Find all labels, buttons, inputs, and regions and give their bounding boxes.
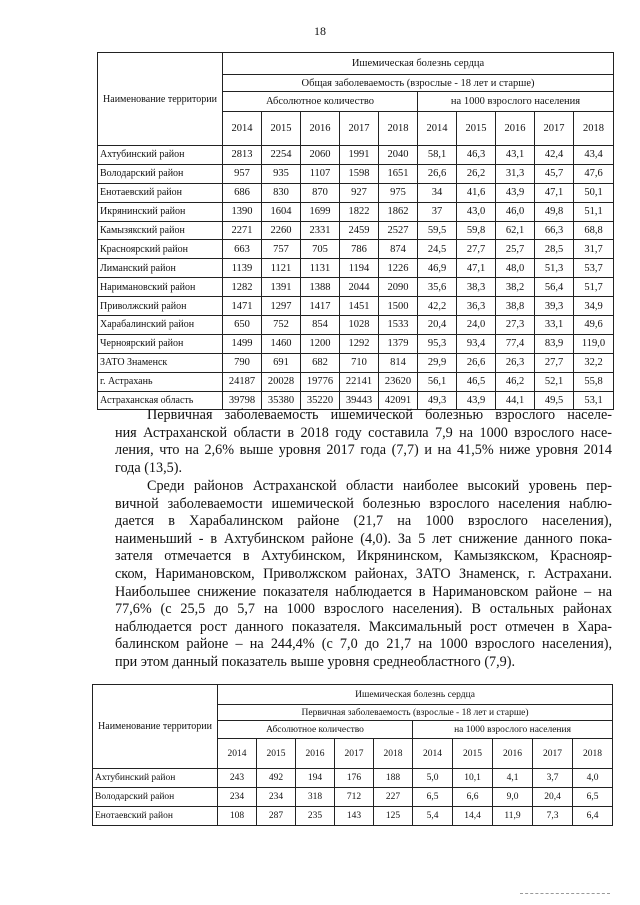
cell-rate: 3,7: [533, 769, 573, 788]
year-header-rate-2014: 2014: [413, 739, 453, 769]
text-line: ском, Наримановском, Приволжском районах, ЗАТО Знаменск, г. Астрахани.: [115, 565, 612, 582]
cell-rate: 53,7: [574, 259, 614, 278]
cell-rate: 56,1: [418, 372, 457, 391]
territory-name: Красноярский район: [98, 240, 223, 259]
cell-abs: 1460: [262, 334, 301, 353]
cell-abs: 2040: [379, 146, 418, 165]
cell-abs: 1598: [340, 164, 379, 183]
column-header-territory: Наименование территории: [98, 53, 223, 146]
cell-abs: 492: [257, 769, 296, 788]
cell-rate: 37: [418, 202, 457, 221]
cell-abs: 935: [262, 164, 301, 183]
year-header-rate-2014: 2014: [418, 112, 457, 146]
table-total-morbidity: [97, 52, 614, 410]
territory-name: Приволжский район: [98, 297, 223, 316]
territory-name: Наримановский район: [98, 278, 223, 297]
cell-abs: 1533: [379, 316, 418, 335]
cell-rate: 50,1: [574, 183, 614, 202]
table-row: [93, 807, 613, 826]
cell-abs: 957: [223, 164, 262, 183]
cell-rate: 44,1: [496, 391, 535, 410]
text-line: года (13,5).: [115, 459, 183, 476]
cell-rate: 6,5: [413, 788, 453, 807]
cell-abs: 705: [301, 240, 340, 259]
cell-rate: 10,1: [453, 769, 493, 788]
cell-rate: 42,4: [535, 146, 574, 165]
cell-abs: 1379: [379, 334, 418, 353]
text-line: вичной заболеваемости ишемической болезнью взрослого населения наблю-: [115, 495, 612, 512]
cell-rate: 68,8: [574, 221, 614, 240]
cell-abs: 1139: [223, 259, 262, 278]
cell-abs: 752: [262, 316, 301, 335]
table-row: [98, 334, 614, 353]
cell-rate: 45,7: [535, 164, 574, 183]
cell-rate: 49,8: [535, 202, 574, 221]
cell-abs: 318: [296, 788, 335, 807]
territory-name: Икрянинский район: [98, 202, 223, 221]
header-metric: Общая заболеваемость (взрослые - 18 лет и старше): [223, 75, 614, 92]
cell-abs: 108: [218, 807, 257, 826]
cell-abs: 1500: [379, 297, 418, 316]
cell-rate: 51,3: [535, 259, 574, 278]
cell-abs: 23620: [379, 372, 418, 391]
cell-rate: 58,1: [418, 146, 457, 165]
cell-abs: 19776: [301, 372, 340, 391]
cell-abs: 194: [296, 769, 335, 788]
table-row: [98, 372, 614, 391]
cell-abs: 786: [340, 240, 379, 259]
cell-rate: 5,0: [413, 769, 453, 788]
cell-rate: 9,0: [493, 788, 533, 807]
cell-rate: 49,5: [535, 391, 574, 410]
cell-abs: 1388: [301, 278, 340, 297]
year-header-abs-2016: 2016: [296, 739, 335, 769]
territory-name: Володарский район: [98, 164, 223, 183]
footer-rule: [520, 893, 610, 895]
table-row: [98, 202, 614, 221]
cell-abs: 710: [340, 353, 379, 372]
cell-rate: 27,3: [496, 316, 535, 335]
cell-rate: 39,3: [535, 297, 574, 316]
cell-abs: 39443: [340, 391, 379, 410]
cell-abs: 287: [257, 807, 296, 826]
cell-abs: 1200: [301, 334, 340, 353]
cell-rate: 31,7: [574, 240, 614, 259]
cell-abs: 1297: [262, 297, 301, 316]
cell-rate: 25,7: [496, 240, 535, 259]
page-number: 18: [314, 24, 326, 38]
cell-rate: 49,6: [574, 316, 614, 335]
cell-rate: 34: [418, 183, 457, 202]
cell-abs: 1417: [301, 297, 340, 316]
cell-rate: 26,6: [457, 353, 496, 372]
cell-abs: 20028: [262, 372, 301, 391]
cell-rate: 38,8: [496, 297, 535, 316]
cell-rate: 43,0: [457, 202, 496, 221]
cell-abs: 243: [218, 769, 257, 788]
cell-rate: 46,3: [457, 146, 496, 165]
territory-name: Черноярский район: [98, 334, 223, 353]
territory-name: Лиманский район: [98, 259, 223, 278]
cell-abs: 1991: [340, 146, 379, 165]
cell-abs: 1107: [301, 164, 340, 183]
text-line: Среди районов Астраханской области наиболее высокий уровень пер-: [147, 478, 612, 494]
text-line: наименьший - в Ахтубинском районе (4,0). За 5 лет снижение данного пока-: [115, 530, 612, 547]
cell-rate: 53,1: [574, 391, 614, 410]
table-row: [98, 221, 614, 240]
cell-rate: 26,6: [418, 164, 457, 183]
territory-name: Ахтубинский район: [93, 769, 218, 788]
text-line: зателя отмечается в Ахтубинском, Икрянинском, Камызякском, Краснояр-: [115, 548, 612, 565]
year-header-rate-2015: 2015: [457, 112, 496, 146]
cell-abs: 35220: [301, 391, 340, 410]
cell-rate: 62,1: [496, 221, 535, 240]
text-line: ния Астраханской области в 2018 году составила 7,9 на 1000 взрослого насе-: [115, 424, 612, 441]
cell-rate: 77,4: [496, 334, 535, 353]
cell-rate: 6,6: [453, 788, 493, 807]
cell-rate: 55,8: [574, 372, 614, 391]
year-header-rate-2017: 2017: [535, 112, 574, 146]
header-metric: Первичная заболеваемость (взрослые - 18 лет и старше): [218, 705, 613, 721]
cell-abs: 712: [335, 788, 374, 807]
cell-abs: 2044: [340, 278, 379, 297]
cell-abs: 1862: [379, 202, 418, 221]
cell-rate: 29,9: [418, 353, 457, 372]
cell-abs: 235: [296, 807, 335, 826]
header-disease: Ишемическая болезнь сердца: [218, 685, 613, 705]
year-header-rate-2017: 2017: [533, 739, 573, 769]
cell-rate: 6,4: [573, 807, 613, 826]
cell-abs: 650: [223, 316, 262, 335]
cell-abs: 790: [223, 353, 262, 372]
cell-rate: 46,5: [457, 372, 496, 391]
year-header-abs-2017: 2017: [340, 112, 379, 146]
cell-abs: 1390: [223, 202, 262, 221]
year-header-abs-2018: 2018: [374, 739, 413, 769]
cell-rate: 27,7: [535, 353, 574, 372]
cell-abs: 1391: [262, 278, 301, 297]
cell-abs: 854: [301, 316, 340, 335]
territory-name: Володарский район: [93, 788, 218, 807]
header-absolute: Абсолютное количество: [223, 92, 418, 112]
territory-name: ЗАТО Знаменск: [98, 353, 223, 372]
cell-abs: 1121: [262, 259, 301, 278]
table-row: [98, 353, 614, 372]
text-line: ления, что на 2,6% выше уровня 2017 года (7,7) и на 41,5% ниже уровня 2014: [115, 442, 612, 459]
cell-abs: 2527: [379, 221, 418, 240]
cell-rate: 27,7: [457, 240, 496, 259]
year-header-rate-2018: 2018: [574, 112, 614, 146]
text-line: при этом данный показатель выше уровня среднеобластного (7,9).: [115, 653, 516, 670]
cell-abs: 2060: [301, 146, 340, 165]
cell-rate: 83,9: [535, 334, 574, 353]
cell-rate: 43,9: [496, 183, 535, 202]
table-row: [98, 146, 614, 165]
cell-rate: 49,3: [418, 391, 457, 410]
cell-rate: 38,2: [496, 278, 535, 297]
year-header-rate-2016: 2016: [496, 112, 535, 146]
table-row: [98, 316, 614, 335]
cell-abs: 1194: [340, 259, 379, 278]
cell-abs: 1651: [379, 164, 418, 183]
year-header-abs-2016: 2016: [301, 112, 340, 146]
cell-abs: 682: [301, 353, 340, 372]
cell-rate: 47,1: [457, 259, 496, 278]
header-rate: на 1000 взрослого населения: [413, 721, 613, 739]
cell-abs: 234: [218, 788, 257, 807]
cell-abs: 814: [379, 353, 418, 372]
cell-abs: 1471: [223, 297, 262, 316]
table-row: [93, 769, 613, 788]
cell-abs: 663: [223, 240, 262, 259]
cell-rate: 47,6: [574, 164, 614, 183]
cell-rate: 59,5: [418, 221, 457, 240]
cell-rate: 7,3: [533, 807, 573, 826]
cell-rate: 46,2: [496, 372, 535, 391]
year-header-abs-2015: 2015: [257, 739, 296, 769]
cell-rate: 38,3: [457, 278, 496, 297]
year-header-abs-2015: 2015: [262, 112, 301, 146]
cell-abs: 870: [301, 183, 340, 202]
text-line: Первичная заболеваемость ишемической болезнью взрослого населе-: [147, 407, 612, 423]
cell-abs: 125: [374, 807, 413, 826]
cell-abs: 176: [335, 769, 374, 788]
territory-name: Енотаевский район: [93, 807, 218, 826]
cell-rate: 32,2: [574, 353, 614, 372]
cell-abs: 1604: [262, 202, 301, 221]
year-header-rate-2015: 2015: [453, 739, 493, 769]
cell-abs: 757: [262, 240, 301, 259]
cell-rate: 47,1: [535, 183, 574, 202]
cell-rate: 48,0: [496, 259, 535, 278]
table-row: [93, 788, 613, 807]
cell-abs: 1822: [340, 202, 379, 221]
cell-abs: 1292: [340, 334, 379, 353]
cell-abs: 1131: [301, 259, 340, 278]
year-header-abs-2017: 2017: [335, 739, 374, 769]
text-line: 77,6% (с 25,5 до 5,7 на 1000 взрослого населения). В остальных районах: [115, 601, 612, 618]
year-header-abs-2014: 2014: [218, 739, 257, 769]
cell-rate: 14,4: [453, 807, 493, 826]
cell-rate: 24,5: [418, 240, 457, 259]
cell-abs: 42091: [379, 391, 418, 410]
cell-abs: 2090: [379, 278, 418, 297]
cell-rate: 24,0: [457, 316, 496, 335]
cell-rate: 95,3: [418, 334, 457, 353]
header-rate: на 1000 взрослого населения: [418, 92, 614, 112]
table-row: [98, 164, 614, 183]
cell-rate: 59,8: [457, 221, 496, 240]
year-header-abs-2014: 2014: [223, 112, 262, 146]
cell-rate: 4,0: [573, 769, 613, 788]
territory-name: г. Астрахань: [98, 372, 223, 391]
cell-rate: 51,1: [574, 202, 614, 221]
header-absolute: Абсолютное количество: [218, 721, 413, 739]
territory-name: Енотаевский район: [98, 183, 223, 202]
cell-rate: 20,4: [418, 316, 457, 335]
text-line: балинском районе – на 244,4% (с 7,0 до 21,7 на 1000 взрослого населения),: [115, 636, 612, 653]
table-row: [98, 278, 614, 297]
text-line: Наибольшее снижение показателя наблюдается в Наримановском районе – на: [115, 583, 612, 600]
cell-rate: 46,0: [496, 202, 535, 221]
paragraph-primary-morbidity: [115, 407, 612, 477]
cell-abs: 2459: [340, 221, 379, 240]
cell-rate: 43,4: [574, 146, 614, 165]
cell-abs: 35380: [262, 391, 301, 410]
cell-abs: 24187: [223, 372, 262, 391]
cell-rate: 36,3: [457, 297, 496, 316]
text-line: наблюдается рост данного показателя. Максимальный рост отмечен в Хара-: [115, 618, 612, 635]
cell-rate: 26,3: [496, 353, 535, 372]
year-header-abs-2018: 2018: [379, 112, 418, 146]
cell-rate: 6,5: [573, 788, 613, 807]
cell-rate: 31,3: [496, 164, 535, 183]
cell-rate: 4,1: [493, 769, 533, 788]
cell-rate: 93,4: [457, 334, 496, 353]
territory-name: Харабалинский район: [98, 316, 223, 335]
header-disease: Ишемическая болезнь сердца: [223, 53, 614, 75]
cell-rate: 52,1: [535, 372, 574, 391]
cell-abs: 143: [335, 807, 374, 826]
cell-abs: 2254: [262, 146, 301, 165]
column-header-territory: Наименование территории: [93, 685, 218, 769]
cell-abs: 927: [340, 183, 379, 202]
cell-abs: 830: [262, 183, 301, 202]
cell-rate: 26,2: [457, 164, 496, 183]
cell-abs: 188: [374, 769, 413, 788]
cell-rate: 51,7: [574, 278, 614, 297]
cell-rate: 34,9: [574, 297, 614, 316]
cell-rate: 41,6: [457, 183, 496, 202]
cell-rate: 46,9: [418, 259, 457, 278]
cell-abs: 975: [379, 183, 418, 202]
cell-abs: 691: [262, 353, 301, 372]
cell-abs: 1451: [340, 297, 379, 316]
table-row: [98, 183, 614, 202]
table-primary-morbidity: [92, 684, 613, 826]
cell-abs: 2813: [223, 146, 262, 165]
territory-name: Камызякский район: [98, 221, 223, 240]
table-row: [98, 259, 614, 278]
cell-rate: 66,3: [535, 221, 574, 240]
cell-abs: 234: [257, 788, 296, 807]
cell-rate: 28,5: [535, 240, 574, 259]
cell-abs: 1226: [379, 259, 418, 278]
cell-rate: 119,0: [574, 334, 614, 353]
cell-rate: 56,4: [535, 278, 574, 297]
cell-rate: 20,4: [533, 788, 573, 807]
cell-abs: 1028: [340, 316, 379, 335]
text-line: дается в Харабалинском районе (21,7 на 1000 взрослого населения),: [115, 513, 612, 530]
territory-name: Астраханская область: [98, 391, 223, 410]
cell-abs: 1282: [223, 278, 262, 297]
cell-abs: 686: [223, 183, 262, 202]
cell-rate: 35,6: [418, 278, 457, 297]
paragraph-districts: [115, 478, 612, 672]
table-row: [98, 297, 614, 316]
cell-abs: 39798: [223, 391, 262, 410]
cell-rate: 43,9: [457, 391, 496, 410]
cell-abs: 1499: [223, 334, 262, 353]
territory-name: Ахтубинский район: [98, 146, 223, 165]
cell-rate: 43,1: [496, 146, 535, 165]
cell-abs: 1699: [301, 202, 340, 221]
cell-rate: 11,9: [493, 807, 533, 826]
table-row: [98, 240, 614, 259]
cell-abs: 2331: [301, 221, 340, 240]
cell-abs: 227: [374, 788, 413, 807]
cell-rate: 42,2: [418, 297, 457, 316]
year-header-rate-2018: 2018: [573, 739, 613, 769]
cell-abs: 874: [379, 240, 418, 259]
cell-abs: 2260: [262, 221, 301, 240]
year-header-rate-2016: 2016: [493, 739, 533, 769]
cell-rate: 5,4: [413, 807, 453, 826]
cell-rate: 33,1: [535, 316, 574, 335]
cell-abs: 2271: [223, 221, 262, 240]
cell-abs: 22141: [340, 372, 379, 391]
